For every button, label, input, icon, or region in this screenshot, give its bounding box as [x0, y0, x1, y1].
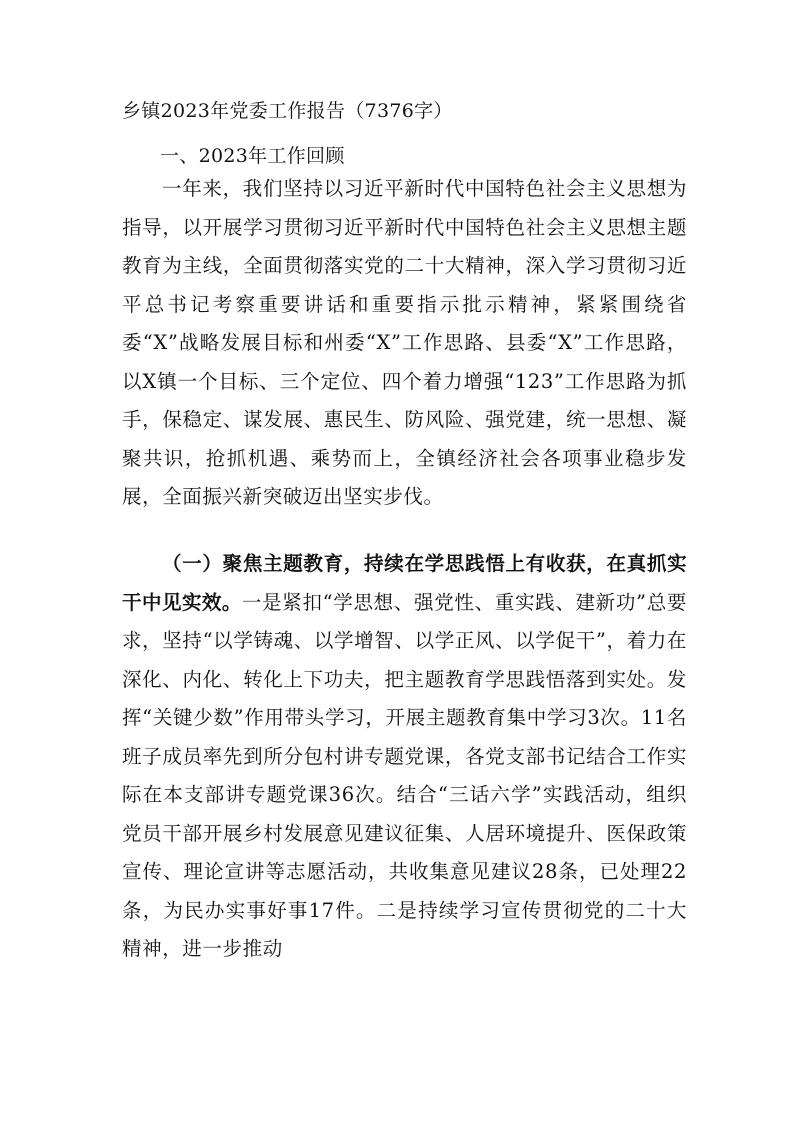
document-title: 乡镇2023年党委工作报告（7376字） [122, 100, 453, 122]
paragraph-subsection [122, 545, 687, 969]
paragraph-intro: 一年来，我们坚持以习近平新时代中国特色社会主义思想为指导，以开展学习贯彻习近平新时代中国特色社会主义思想主题教育为主线，全面贯彻落实党的二十大精神，深入学习贯彻习近平总书记考察重要讲话和重要指示批示精神，紧紧围绕省委“X”战略发展目标和州委“X”工作思路、县委“X”工作思路，以X镇一个目标、三个定位、四个着力增强“123”工作思路为抓手，保稳定、谋发展、惠民生、防风险、强党建，统一思想、凝聚共识，抢抓机遇、乘势而上，全镇经济社会各项事业稳步发展，全面振兴新突破迈出坚实步伐。 [122, 177, 687, 508]
subsection-heading: （一）聚焦主题教育，持续在学思践悟上有收获，在真抓实干中见实效。 [122, 552, 687, 614]
paragraph-subsection-body: 一是紧扣“学思想、强党性、重实践、建新功”总要求，坚持“以学铸魂、以学增智、以学正风、以学促干”，着力在深化、内化、转化上下功夫，把主题教育学思践悟落到实处。发挥“关键少数”作用带头学习，开展主题教育集中学习3次。11名班子成员率先到所分包村讲专题党课，各党支部书记结合工作实际在本支部讲专题党课36次。结合“三话六学”实践活动，组织党员干部开展乡村发展意见建议征集、人居环境提升、医保政策宣传、理论宣讲等志愿活动，共收集意见建议28条，已处理22条，为民办实事好事17件。二是持续学习宣传贯彻党的二十大精神，进一步推动 [122, 590, 687, 960]
section-heading: 一、2023年工作回顾 [160, 145, 345, 167]
